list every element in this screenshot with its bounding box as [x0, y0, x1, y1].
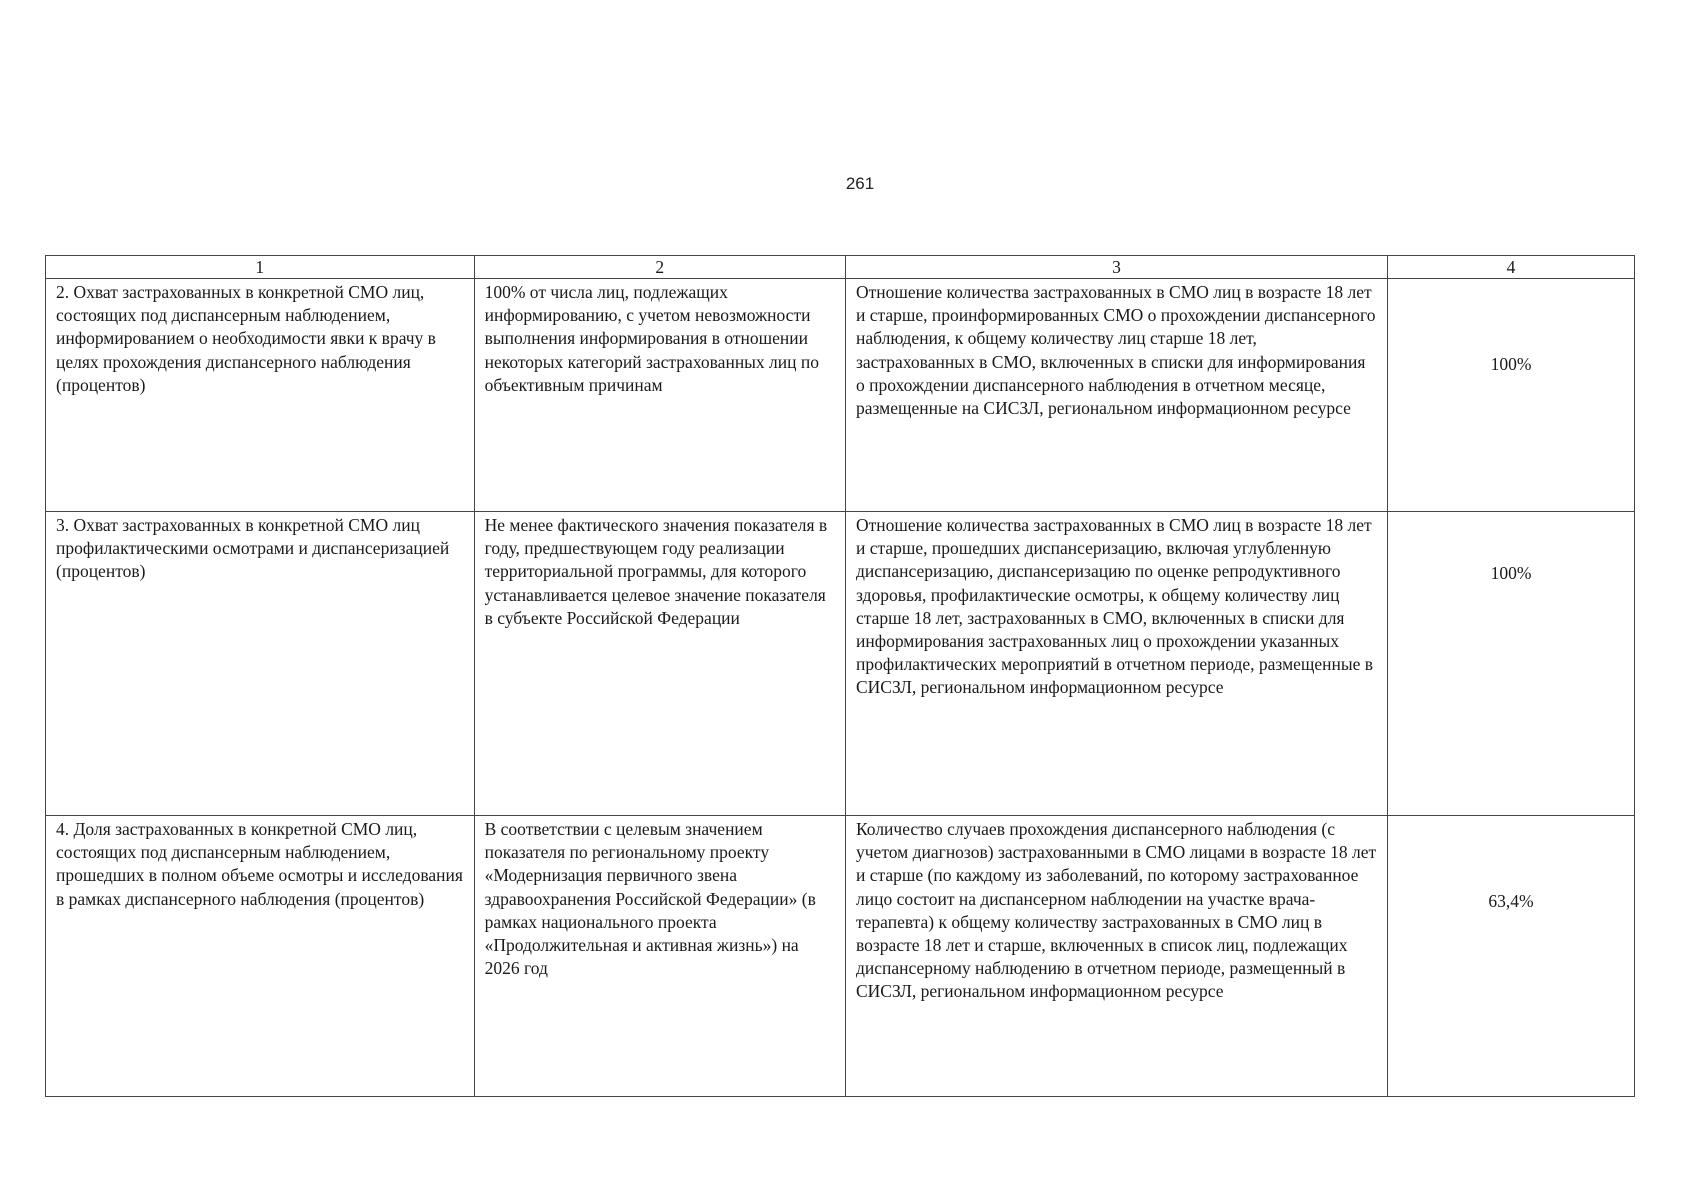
indicators-table: [45, 255, 1635, 1097]
table-row: [46, 279, 1635, 512]
table-row: [46, 816, 1635, 1097]
target-basis-cell: Не менее фактического значения показателя в году, предшествующем году реализации территориальной программы, для которого устанавливается целевое значение показателя в субъекте Российской Федерации: [474, 512, 845, 816]
table-header-row: [46, 256, 1635, 279]
formula-cell: Количество случаев прохождения диспансерного наблюдения (с учетом диагнозов) застрахованными в СМО лицами в возрасте 18 лет и старше (по каждому из заболеваний, по которому застрахованное лицо состоит на диспансерном наблюдении на участке врача-терапевта) к общему количеству застрахованных в СМО лиц в возрасте 18 лет и старше, включенных в список лиц, подлежащих диспансерному наблюдению в отчетном периоде, размещенный в СИСЗЛ, региональном информационном ресурсе: [846, 816, 1388, 1097]
value-text: 100%: [1490, 354, 1532, 374]
column-header-1: 1: [46, 256, 475, 279]
formula-cell: Отношение количества застрахованных в СМО лиц в возрасте 18 лет и старше, прошедших диспансеризацию, включая углубленную диспансеризацию, диспансеризацию по оценке репродуктивного здоровья, профилактические осмотры, к общему количеству лиц старше 18 лет, застрахованных в СМО, включенных в списки для информирования застрахованных лиц о прохождении указанных профилактических мероприятий в отчетном периоде, размещенные в СИСЗЛ, региональном информационном ресурсе: [846, 512, 1388, 816]
value-cell: [1388, 816, 1635, 1097]
column-header-3: 3: [846, 256, 1388, 279]
value-text: 100%: [1490, 563, 1532, 583]
page-number: 261: [845, 174, 875, 193]
indicator-cell: 4. Доля застрахованных в конкретной СМО лиц, состоящих под диспансерным наблюдением, прошедших в полном объеме осмотры и исследования в рамках диспансерного наблюдения (процентов): [46, 816, 475, 1097]
value-text: 63,4%: [1488, 891, 1534, 911]
value-cell: [1388, 279, 1635, 512]
column-header-4: 4: [1388, 256, 1635, 279]
table-row: [46, 512, 1635, 816]
formula-cell: Отношение количества застрахованных в СМО лиц в возрасте 18 лет и старше, проинформированных СМО о прохождении диспансерного наблюдения, к общему количеству лиц старше 18 лет, застрахованных в СМО, включенных в списки для информирования о прохождении диспансерного наблюдения в отчетном месяце, размещенные на СИСЗЛ, региональном информационном ресурсе: [846, 279, 1388, 512]
value-cell: [1388, 512, 1635, 816]
target-basis-cell: 100% от числа лиц, подлежащих информированию, с учетом невозможности выполнения информирования в отношении некоторых категорий застрахованных лиц по объективным причинам: [474, 279, 845, 512]
column-header-2: 2: [474, 256, 845, 279]
target-basis-cell: В соответствии с целевым значением показателя по региональному проекту «Модернизация первичного звена здравоохранения Российской Федерации» (в рамках национального проекта «Продолжительная и активная жизнь») на 2026 год: [474, 816, 845, 1097]
indicator-cell: 2. Охват застрахованных в конкретной СМО лиц, состоящих под диспансерным наблюдением, информированием о необходимости явки к врачу в целях прохождения диспансерного наблюдения (процентов): [46, 279, 475, 512]
indicator-cell: 3. Охват застрахованных в конкретной СМО лиц профилактическими осмотрами и диспансеризацией (процентов): [46, 512, 475, 816]
